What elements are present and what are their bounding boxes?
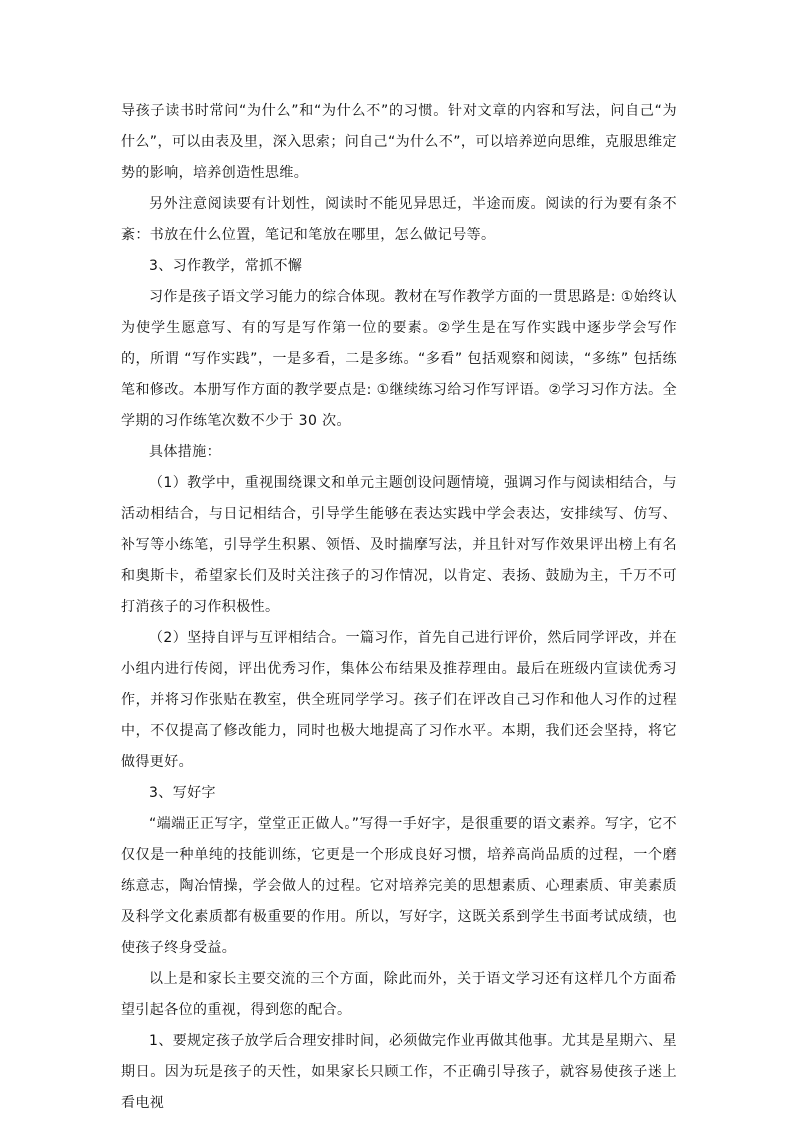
paragraph-schedule-item-1: 1、要规定孩子放学后合理安排时间，必须做完作业再做其他事。尤其是星期六、星期日。因为玩是孩子的天性，如果家长只顾工作，不正确引导孩子，就容易使孩子迷上看电视 xyxy=(121,1033,677,1111)
document-body xyxy=(121,96,677,1119)
paragraph-measure-1: （1）教学中，重视围绕课文和单元主题创设问题情境，强调习作与阅读相结合，与活动相结合，与日记相结合，引导学生能够在表达实践中学会表达，安排续写、仿写、补写等小练笔，引导学生积累、领悟、及时揣摩写法，并且针对写作效果评出榜上有名和奥斯卡，希望家长们及时关注孩子的习作情况，以肯定、表扬、鼓励为主，千万不可打消孩子的习作积极性。 xyxy=(121,475,677,615)
paragraph-measures-label: 具体措施： xyxy=(149,444,221,460)
section-heading-handwriting: 3、写好字 xyxy=(149,785,216,801)
paragraph-reading-plan: 另外注意阅读要有计划性，阅读时不能见异思迁，半途而废。阅读的行为要有条不紊：书放在什么位置，笔记和笔放在哪里，怎么做记号等。 xyxy=(121,196,677,243)
paragraph-continued-questioning-habit: 导孩子读书时常问“为什么”和“为什么不”的习惯。针对文章的内容和写法，问自己“为什么”，可以由表及里，深入思索；问自己“为什么不”，可以培养逆向思维，克服思维定势的影响，培养创造性思维。 xyxy=(121,103,677,181)
paragraph-measure-2: （2）坚持自评与互评相结合。一篇习作，首先自己进行评价，然后同学评改，并在小组内进行传阅，评出优秀习作，集体公布结果及推荐理由。最后在班级内宣读优秀习作，并将习作张贴在教室，供全班同学学习。孩子们在评改自己习作和他人习作的过程中，不仅提高了修改能力，同时也极大地提高了习作水平。本期，我们还会坚持，将它做得更好。 xyxy=(121,630,677,770)
paragraph-writing-overview: 习作是孩子语文学习能力的综合体现。教材在写作教学方面的一贯思路是: ①始终认为使学生愿意写、有的写是写作第一位的要素。②学生是在写作实践中逐步学会写作的，所谓 “写作实践”，一是多看，二是多练。“多看” 包括观察和阅读，“多练” 包括练笔和修改。本册写作方面的教学要点是: ①继续练习给习作写评语。②学习习作方法。全学期的习作练笔次数不少于 30 次。 xyxy=(121,289,677,429)
paragraph-handwriting: “端端正正写字，堂堂正正做人。”写得一手好字，是很重要的语文素养。写字，它不仅仅是一种单纯的技能训练，它更是一个形成良好习惯，培养高尚品质的过程，一个磨练意志，陶冶情操，学会做人的过程。它对培养完美的思想素质、心理素质、审美素质及科学文化素质都有极重要的作用。所以，写好字，这既关系到学生书面考试成绩，也使孩子终身受益。 xyxy=(121,816,677,956)
paragraph-parent-summary: 以上是和家长主要交流的三个方面，除此而外，关于语文学习还有这样几个方面希望引起各位的重视，得到您的配合。 xyxy=(121,971,677,1018)
section-heading-writing-teaching: 3、习作教学，常抓不懈 xyxy=(149,258,303,274)
